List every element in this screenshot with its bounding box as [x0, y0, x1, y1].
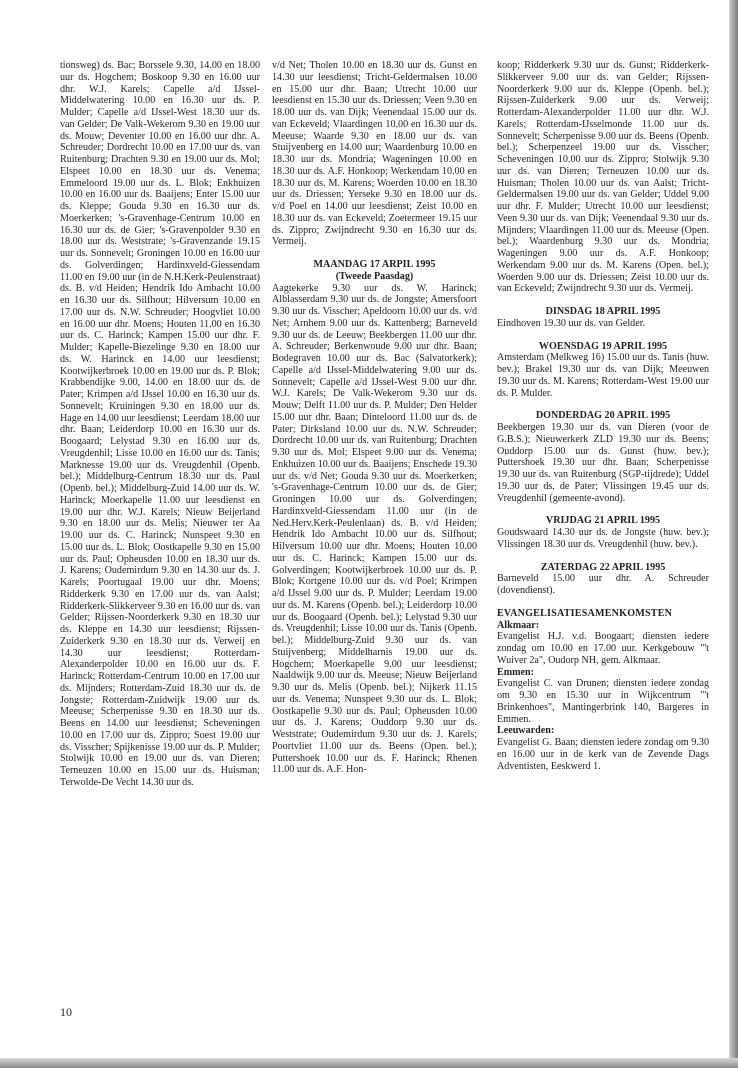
monday-schedule: Aagtekerke 9.30 uur ds. W. Harinck; Alblasserdam 9.30 uur ds. de Jongste; Amersfoort 9.30 uur ds. Visscher; Apeldoorn 10.00 uur ds. v/d Net; Arnhem 9.00 uur ds. Kattenberg; Barneveld 9.30 uur ds. de Leeuw; Beekbergen 11.00 uur dhr. A. Schreuder; Berkenwoude 9.00 uur dhr. Baan; Bodegraven 10.00 uur ds. Bac (Salvatorkerk); Capelle a/d IJssel-Middelwatering 9.00 uur ds. Sonnevelt; Capelle a/d IJssel-West 9.00 uur dhr. W.J. Karels; De Valk-Wekerom 9.30 uur ds. Mouw; Delft 11.00 uur ds. P. Mulder; Den Helder 15.00 uur dhr. Baan; Dinteloord 11.00 uur ds. de Pater; Dirksland 10.00 uur ds. N.W. Schreuder; Dordrecht 10.00 uur ds. van Ruitenburg; Drachten 9.30 uur ds. Mol; Elspeet 9.00 uur ds. Venema; Enkhuizen 10.00 uur ds. Baaijens; Enschede 19.30 uur ds. v/d Net; Gouda 9.30 uur ds. Moerkerken; 's-Gravenhage-Centrum 10.00 uur ds. de Gier; Groningen 10.00 uur ds. Golverdingen; Hardinxveld-Giessendam 11.00 uur (in de Ned.Herv.Kerk-Peulenlaan) ds. B. v/d Heiden; Hendrik Ido Ambacht 10.00 uur ds. Silfhout; Hilversum 10.00 uur dhr. Moens; Houten 10.00 uur ds. C. Harinck; Kampen 15.00 uur ds. Golverdingen; Kootwijkerbroek 10.00 uur ds. P. Blok; Kortgene 10.00 uur ds. v/d Poel; Krimpen a/d IJssel 9.00 uur ds. P. Mulder; Leerdam 19.00 uur ds. M. Karens (Openb. bel.); Leiderdorp 10.00 uur ds. Boogaard (Openb. bel.); Lelystad 9.30 uur ds. Vreugdenhil; Lisse 10.00 uur ds. Tanis (Openb. bel.); Middelburg-Zuid 9.30 uur ds. van Stuijvenberg; Middelharnis 19.00 uur ds. Hogchem; Moerkapelle 9.00 uur leesdienst; Naaldwijk 9.00 uur ds. Meeuse; Nieuw Beijerland 9.30 uur ds. Melis (Openb. bel.); Nijkerk 11.15 uur ds. Venema; Nunspeet 9.30 uur ds. L. Blok; Oostkapelle 9.30 uur ds. Paul; Opheusden 10.00 uur ds. J. Karens; Ouddorp 9.30 uur ds. Weststrate; Oudemirdum 9.30 uur ds. J. Karels; Poortvliet 11.00 uur ds. Beens (Open. bel.); Puttershoek 10.00 uur ds. F. Harinck; Rhenen 11.00 uur ds. A.F. Hon- — [272, 282, 477, 776]
scan-edge-right — [729, 0, 738, 1068]
monday-schedule-continued: koop; Ridderkerk 9.30 uur ds. Gunst; Ridderkerk-Slikkerveer 9.00 uur ds. van Gelder; Rijssen-Noorderkerk 9.00 uur ds. Kleppe (Openb. bel.); Rijssen-Zuiderkerk 9.00 uur ds. Verweij; Rotterdam-Alexanderpolder 11.00 uur dhr. W.J. Karels; Rotterdam-IJsselmonde 11.00 uur ds. Sonnevelt; Scherpenisse 9.00 uur ds. Beens (Openb. bel.); Scherpenzeel 19.00 uur ds. Visscher; Scheveningen 10.00 uur ds. Zippro; Stolwijk 9.30 uur ds. van Dieren; Terneuzen 10.00 uur ds. Huisman; Tholen 10.00 uur ds. van Aalst; Tricht-Geldermalsen 19.00 uur ds. van Gelder; Uddel 9.00 uur dhr. F. Mulder; Utrecht 10.00 uur leesdienst; Veen 9.30 uur ds. van Dijk; Veenendaal 9.30 uur ds. Mijnders; Vlaardingen 11.00 uur ds. Meeuse (Open. bel.); Waardenburg 9.30 uur ds. Mondria; Wageningen 9.00 uur ds. A.F. Honkoop; Werkendam 9.00 uur ds. M. Karens (Open. bel.); Woerden 9.00 uur ds. Driessen; Zeist 10.00 uur ds. van Eckeveld; Zwijndrecht 9.30 uur ds. Vermeij. — [497, 60, 709, 295]
tuesday-heading: DINSDAG 18 APRIL 1995 — [545, 306, 661, 317]
wednesday-schedule: Amsterdam (Melkweg 16) 15.00 uur ds. Tanis (huw. bev.); Brakel 19.30 uur ds. van Dijk; Meeuwen 19.30 uur ds. M. Karens; Rotterdam-West 19.00 uur ds. P. Mulder. — [497, 352, 709, 399]
page-number: 10 — [60, 1005, 72, 1019]
monday-heading: MAANDAG 17 ARPIL 1995 — [313, 259, 436, 270]
saturday-heading: ZATERDAG 22 APRIL 1995 — [540, 561, 666, 573]
friday-schedule: Goudswaard 14.30 uur ds. de Jongste (huw. bev.); Vlissingen 18.30 uur ds. Vreugdenhil (huw. bev.). — [497, 527, 709, 550]
leeuwarden-text: Evangelist G. Baan; diensten iedere zondag om 9.30 en 16.00 uur in de kerk van de Zevende Dags Adventisten, Eeskwerd 1. — [497, 737, 709, 772]
scan-edge-bottom — [0, 1058, 738, 1068]
friday-heading: VRIJDAG 21 APRIL 1995 — [545, 515, 661, 527]
alkmaar-text: Evangelist H.J. v.d. Boogaart; diensten iedere zondag om 10.00 en 17.00 uur. Kerkgebouw "'t Wuiver 2a", Oudorp NH, gem. Alkmaar. — [497, 631, 709, 666]
text-column-right — [497, 60, 709, 772]
leeuwarden-heading: Leeuwarden: — [497, 725, 555, 737]
sunday-schedule-continued: tionsweg) ds. Bac; Borssele 9.30, 14.00 en 18.00 uur ds. Hogchem; Boskoop 9.30 en 16.00 uur dhr. W.J. Karels; Capelle a/d IJssel-Middelwatering 10.00 en 16.30 uur ds. P. Mulder; Capelle a/d IJssel-West 18.30 uur ds. van Gelder; De Valk-Wekerom 9.30 en 19.00 uur ds. Mouw; Deventer 10.00 en 16.00 uur dhr. A. Schreuder; Dordrecht 10.00 en 17.00 uur ds. van Ruitenburg; Drachten 9.30 en 19.00 uur ds. Mol; Elspeet 10.00 en 18.30 uur ds. Venema; Emmeloord 19.00 uur ds. L. Blok; Enkhuizen 10.00 en 16.00 uur ds. Baaijens; Enter 15.00 uur ds. Kleppe; Gouda 9.30 en 16.30 uur ds. Moerkerken; 's-Gravenhage-Centrum 10.00 en 16.30 uur ds. de Gier; 's-Gravenpolder 9.30 en 18.00 uur ds. Weststrate; 's-Gravenzande 19.15 uur ds. Sonnevelt; Groningen 10.00 en 16.00 uur ds. Golverdingen; Hardinxveld-Giessendam 11.00 en 19.00 uur (in de N.H.Kerk-Peulenstraat) ds. B. v/d Heiden; Hendrik Ido Ambacht 10.00 en 16.30 uur ds. Silfhout; Hilversum 10.00 en 17.00 uur ds. N.W. Schreuder; Hoogvliet 10.00 en 16.00 uur dhr. Moens; Houten 11.00 en 16.30 uur ds. C. Harinck; Kampen 15.00 uur dhr. F. Mulder; Kapelle-Biezelinge 9.30 en 18.00 uur ds. W. Harinck en 14.00 uur leesdienst; Kootwijkerbroek 10.00 en 19.00 uur ds. P. Blok; Krabbendijke 9.00, 14.00 en 18.00 uur ds. de Pater; Krimpen a/d IJssel 10.00 en 16.30 uur ds. Sonnevelt; Kruiningen 9.30 en 18.00 uur ds. Hage en 14.00 uur leesdienst; Leerdam 18.00 uur dhr. Baan; Leiderdorp 10.00 en 16.30 uur ds. Boogaard; Lelystad 9.30 en 16.00 uur ds. Vreugdenhil; Lisse 10.00 en 16.00 uur ds. Tanis; Marknesse 19.00 uur ds. Vreugdenhil (Openb. bel.); Middelburg-Centrum 18.30 uur ds. Paul (Openb. bel.); Middelburg-Zuid 14.00 uur ds. W. Harinck; Moerkapelle 11.00 uur leesdienst en 19.00 uur dhr. W.J. Karels; Nieuw Beijerland 9.30 en 18.00 uur ds. Melis; Nieuwer ter Aa 19.00 uur ds. C. Harinck; Nunspeet 9.30 en 15.00 uur ds. L. Blok; Oostkapelle 9.30 en 15.00 uur ds. Paul; Opheusden 10.00 en 18.30 uur ds. J. Karens; Oudemirdum 9.30 en 14.30 uur ds. J. Karels; Poortugaal 19.00 uur dhr. Moens; Ridderkerk 9.30 en 17.00 uur ds. van Aalst; Ridderkerk-Slikkerveer 9.30 en 16.00 uur ds. van Gelder; Rijssen-Noorderkerk 9.30 en 18.30 uur ds. Kleppe en 14.30 uur leesdienst; Rijssen-Zuiderkerk 9.30 en 18.30 uur ds. Verweij en 14.30 uur leesdienst; Rotterdam-Alexanderpolder 10.00 en 16.00 uur ds. F. Harinck; Rotterdam-Centrum 10.00 en 17.00 uur ds. Mijnders; Rotterdam-Zuid 18.30 uur ds. de Jongste; Rotterdam-Zuidwijk 19.00 uur ds. Meeuse; Scherpenisse 9.30 en 18.30 uur ds. Beens en 14.00 uur leesdienst; Scheveningen 10.00 en 17.00 uur ds. Zippro; Soest 19.00 uur ds. Visscher; Spijkenisse 19.00 uur ds. P. Mulder; Stolwijk 10.00 en 19.00 uur ds. van Dieren; Terneuzen 10.00 en 15.00 uur ds. Huisman; Terwolde-De Vecht 14.30 uur ds. — [60, 60, 260, 788]
alkmaar-heading: Alkmaar: — [497, 619, 540, 631]
sunday-schedule-end: v/d Net; Tholen 10.00 en 18.30 uur ds. Gunst en 14.30 uur leesdienst; Tricht-Geldermalsen 10.00 en 15.00 uur dhr. Baan; Utrecht 10.00 uur leesdienst en 15.30 uur ds. Driessen; Veen 9.30 en 18.00 uur ds. van Dijk; Veenendaal 15.00 uur ds. van Eckeveld; Vlaardingen 10.00 en 16.30 uur ds. Meeuse; Waarde 9.30 en 18.00 uur ds. van Stuijvenberg en 14.00 uur; Waardenburg 10.00 en 18.30 uur ds. Mondria; Wageningen 10.00 en 18.30 uur ds. A.F. Honkoop; Werkendam 10.00 en 18.30 uur ds. M. Karens; Woerden 10.00 en 18.30 uur ds. Driessen; Yerseke 9.30 en 18.00 uur ds. v/d Poel en 14.00 uur leesdienst; Zeist 10.00 en 18.30 uur ds. van Eckeveld; Zoetermeer 19.15 uur ds. Zippro; Zwijndrecht 9.30 en 16.30 uur ds. Vermeij. — [272, 60, 477, 248]
wednesday-heading: WOENSDAG 19 APRIL 1995 — [538, 340, 668, 352]
saturday-schedule: Barneveld 15.00 uur dhr. A. Schreuder (dovendienst). — [497, 573, 709, 596]
emmen-text: Evangelist C. van Drunen; diensten iedere zondag om 9.30 en 15.30 uur in Wijkcentrum "'t Brinkenhoes", Mantingerbrink 140, Bargeres in Emmen. — [497, 678, 709, 725]
monday-subheading: (Tweede Paasdag) — [335, 270, 414, 282]
thursday-schedule: Beekbergen 19.30 uur ds. van Dieren (voor de G.B.S.); Nieuwerkerk ZLD 19.30 uur ds. Beens; Ouddorp 15.00 uur ds. Gunst (huw. bev.); Puttershoek 19.30 uur dhr. Baan; Scherpenisse 19.30 uur ds. van Ruitenburg (SGP-tijdrede); Uddel 19.30 uur ds. de Pater; Vlissingen 19.45 uur ds. Vreugdenhil (gemeente-avond). — [497, 422, 709, 504]
evangelisation-heading: EVANGELISATIESAMENKOMSTEN — [497, 607, 673, 619]
text-column-left — [60, 60, 260, 789]
thursday-heading: DONDERDAG 20 APRIL 1995 — [535, 410, 671, 422]
emmen-heading: Emmen: — [497, 666, 535, 678]
tuesday-schedule: Eindhoven 19.30 uur ds. van Gelder. — [497, 317, 646, 329]
text-column-middle — [272, 60, 477, 776]
